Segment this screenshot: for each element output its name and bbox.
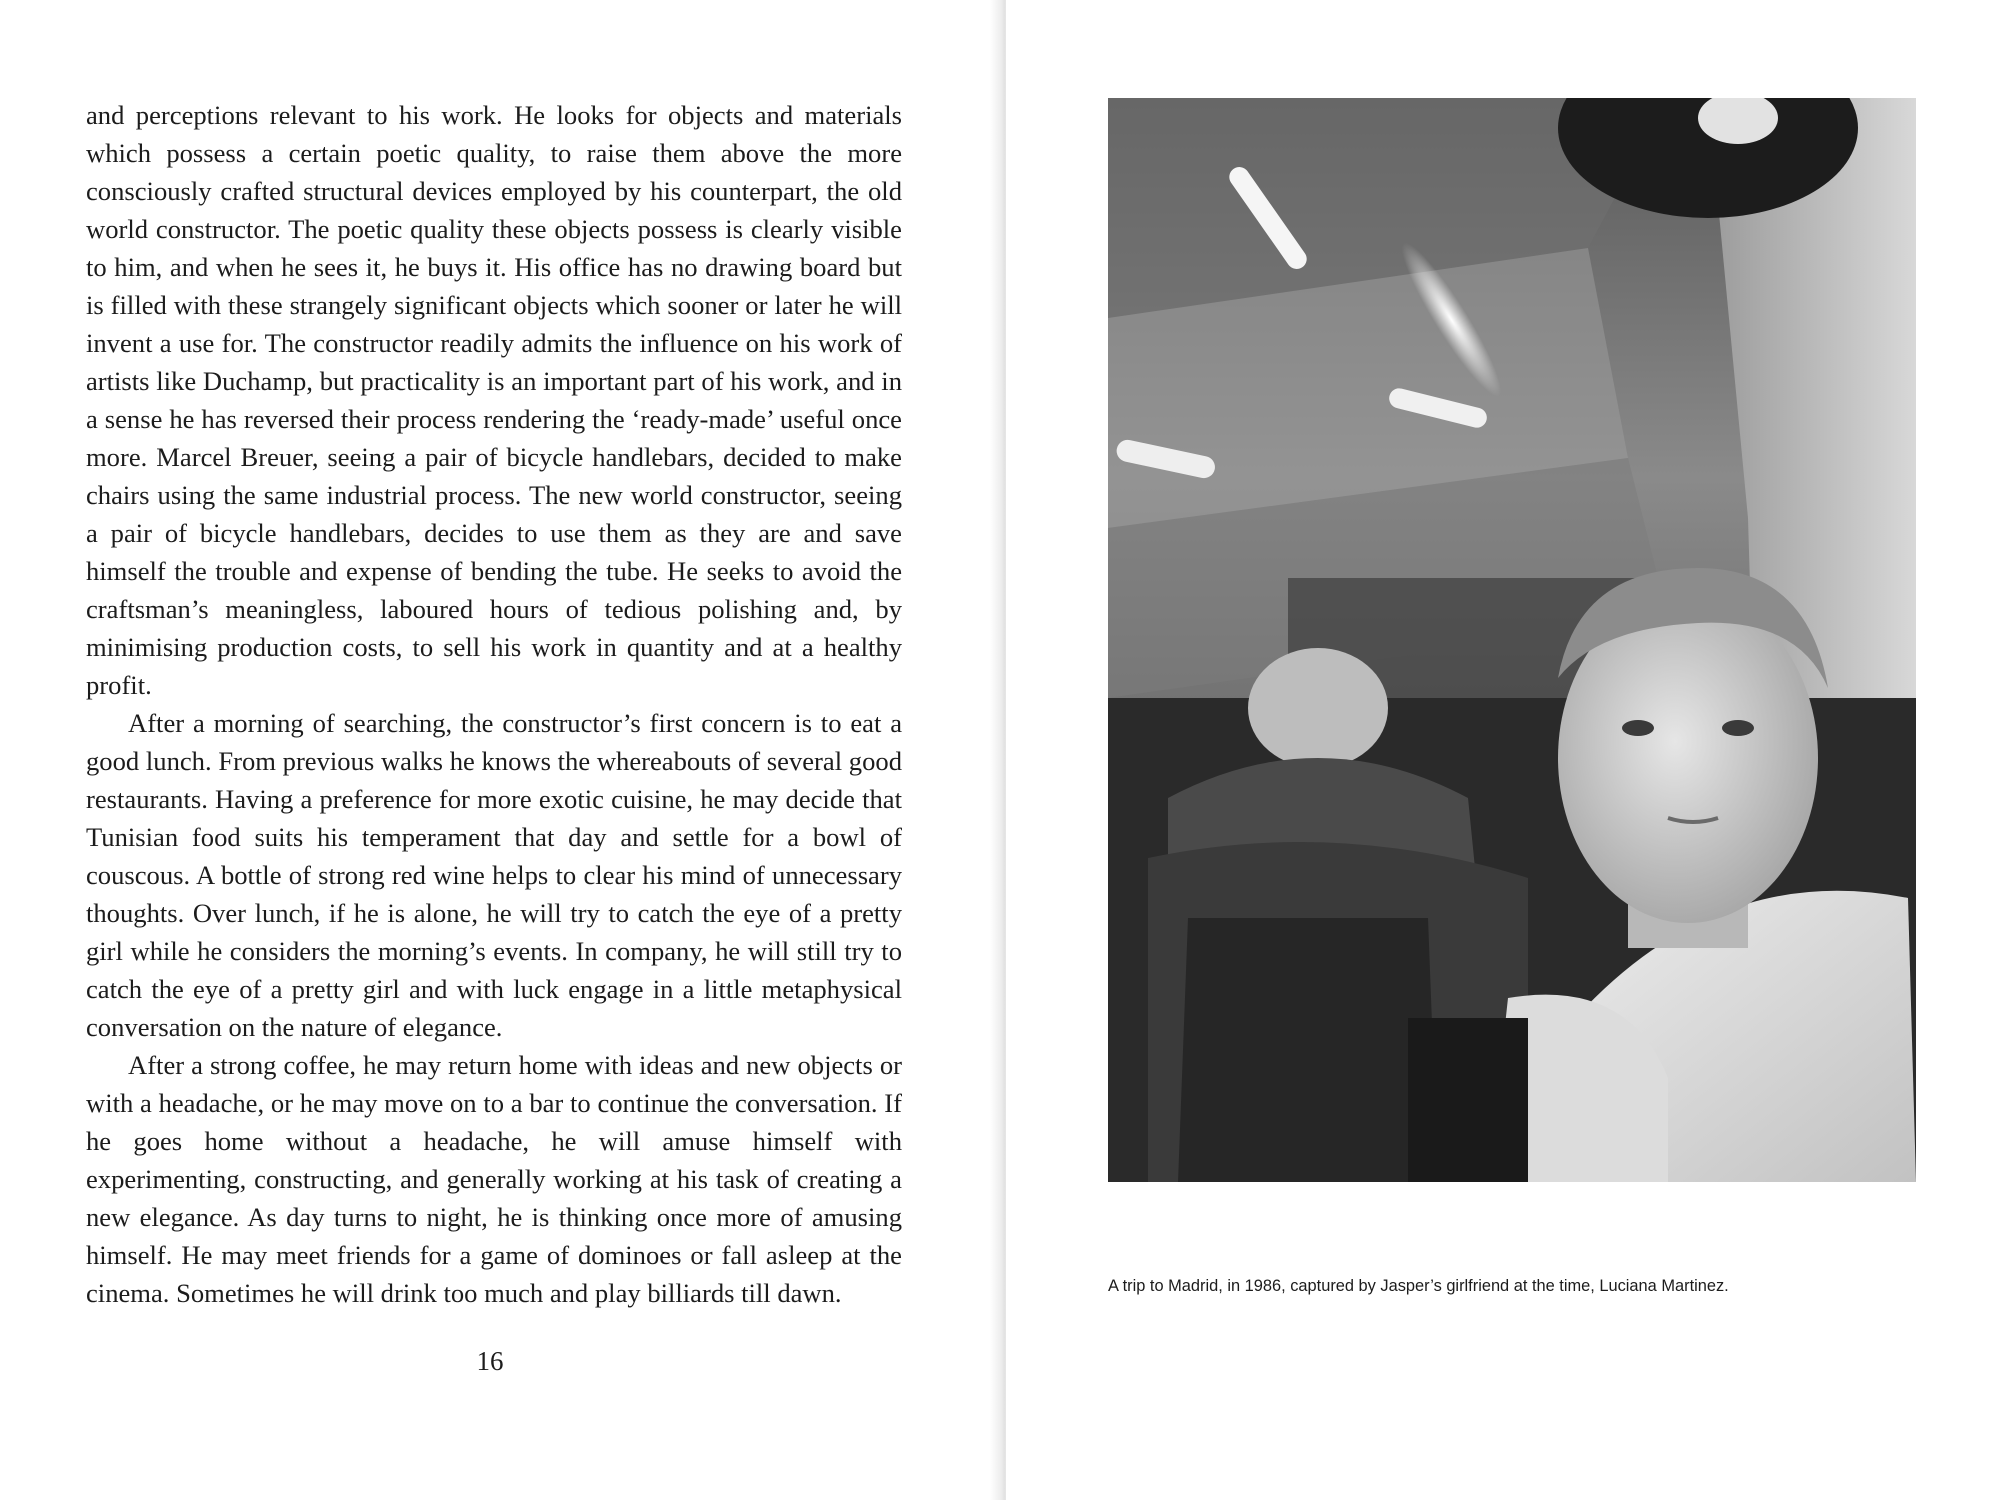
body-text	[86, 96, 902, 1312]
paragraph-2: After a morning of searching, the constructor’s first concern is to eat a good lunch. From previous walks he knows the whereabouts of several good restaurants. Having a preference for more exotic cuisine, he may decide that Tunisian food suits his temperament that day and settle for a bowl of couscous. A bottle of strong red wine helps to clear his mind of unnecessary thoughts. Over lunch, if he is alone, he will try to catch the eye of a pretty girl while he considers the morning’s events. In company, he will still try to catch the eye of a pretty girl and with luck engage in a little metaphysical conversation on the nature of elegance.	[86, 708, 902, 1042]
photograph	[1108, 98, 1916, 1182]
paragraph-3: After a strong coffee, he may return home with ideas and new objects or with a headache, or he may move on to a bar to continue the conversation. If he goes home without a headache, he will amuse himself with experimenting, constructing, and generally working at his task of creating a new elegance. As day turns to night, he is thinking once more of amusing himself. He may meet friends for a game of dominoes or fall asleep at the cinema. Sometimes he will drink too much and play billiards till dawn.	[86, 1050, 902, 1308]
paragraph-1: and perceptions relevant to his work. He looks for objects and materials which possess a certain poetic quality, to raise them above the more consciously crafted structural devices employed by his counterpart, the old world constructor. The poetic quality these objects possess is clearly visible to him, and when he sees it, he buys it. His office has no drawing board but is filled with these strangely significant objects which sooner or later he will invent a use for. The constructor readily admits the influence on his work of artists like Duchamp, but practicality is an important part of his work, and in a sense he has reversed their process rendering the ‘ready-made’ useful once more. Marcel Breuer, seeing a pair of bicycle handlebars, decided to make chairs using the same industrial process. The new world constructor, seeing a pair of bicycle handlebars, decides to use them as they are and save himself the trouble and expense of bending the tube. He seeks to avoid the craftsman’s meaningless, laboured hours of tedious polishing and, by minimising production costs, to sell his work in quantity and at a healthy profit.	[86, 100, 902, 700]
page-number: 16	[476, 1346, 504, 1376]
photo-caption: A trip to Madrid, in 1986, captured by Jasper’s girlfriend at the time, Luciana Martinez.	[1108, 1277, 1729, 1295]
